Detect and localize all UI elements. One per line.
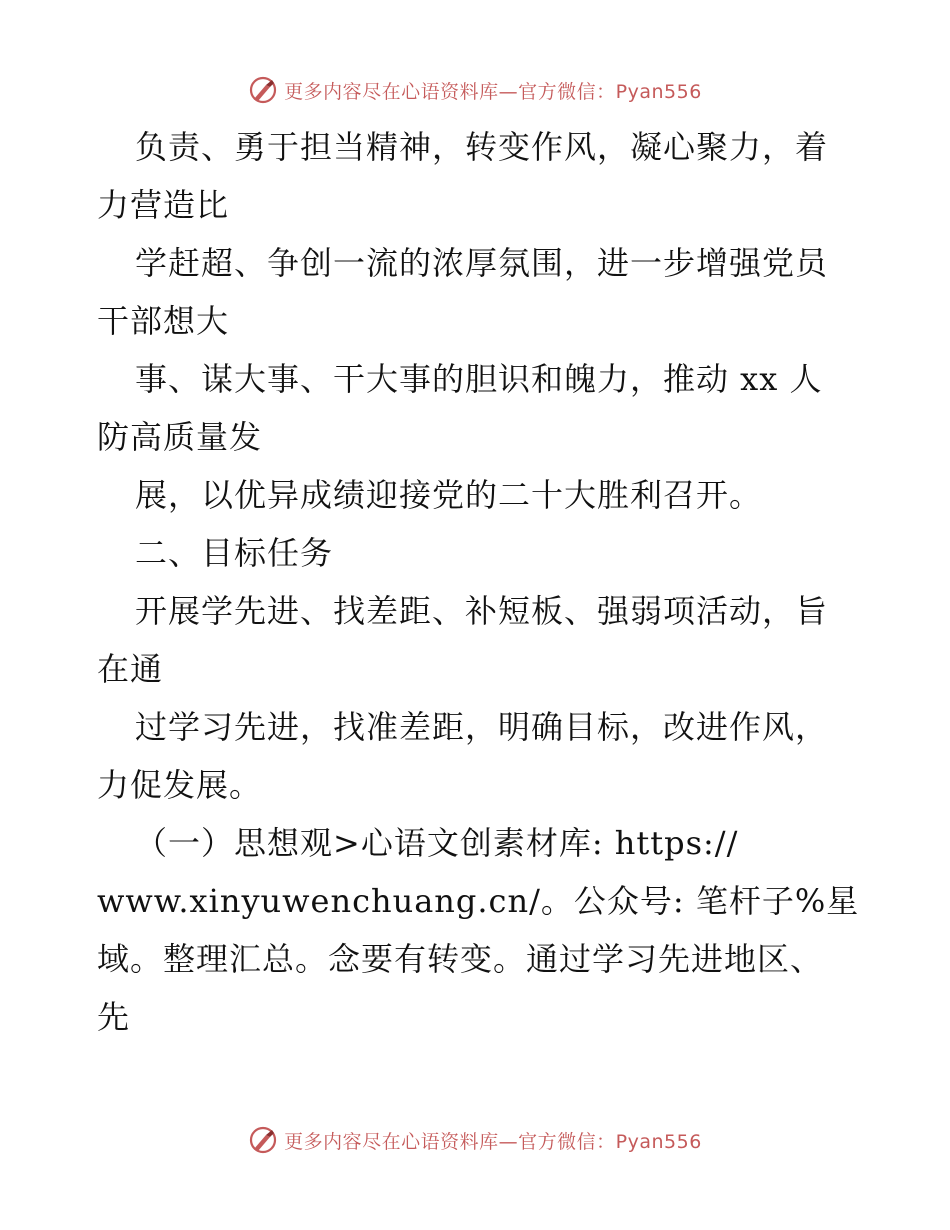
pen-nib-circle-icon	[248, 1125, 278, 1155]
watermark-text: 更多内容尽在心语资料库—官方微信：Pyan556	[284, 80, 702, 103]
footer-watermark	[0, 1120, 950, 1160]
header-watermark	[0, 70, 950, 110]
text-line: 展，以优异成绩迎接党的二十大胜利召开。	[135, 476, 763, 514]
text-line: 事、谋大事、干大事的胆识和魄力，推动 xx 人	[135, 360, 823, 398]
text-line: 过学习先进，找准差距，明确目标，改进作风，	[135, 708, 829, 746]
watermark-text: 更多内容尽在心语资料库—官方微信：Pyan556	[284, 1130, 702, 1153]
pen-nib-circle-icon	[248, 75, 278, 105]
text-line: 开展学先进、找差距、补短板、强弱项活动，旨	[135, 592, 829, 630]
text-line: 在通	[97, 650, 164, 688]
text-line: 干部想大	[97, 302, 230, 340]
text-line: 力营造比	[97, 186, 230, 224]
text-line: 防高质量发	[97, 418, 263, 456]
document-body	[97, 118, 860, 1046]
text-line: www.xinyuwenchuang.cn/。公众号: 笔杆子%星	[97, 882, 860, 920]
text-line: 负责、勇于担当精神，转变作风，凝心聚力，着	[135, 128, 829, 166]
section-heading: 二、目标任务	[135, 534, 334, 572]
text-line: 学赶超、争创一流的浓厚氛围，进一步增强党员	[135, 244, 829, 282]
text-line: 先	[97, 998, 131, 1036]
text-line: （一）思想观>心语文创素材库: https://	[135, 824, 739, 862]
text-line: 力促发展。	[97, 766, 263, 804]
text-line: 域。整理汇总。念要有转变。通过学习先进地区、	[97, 940, 824, 978]
